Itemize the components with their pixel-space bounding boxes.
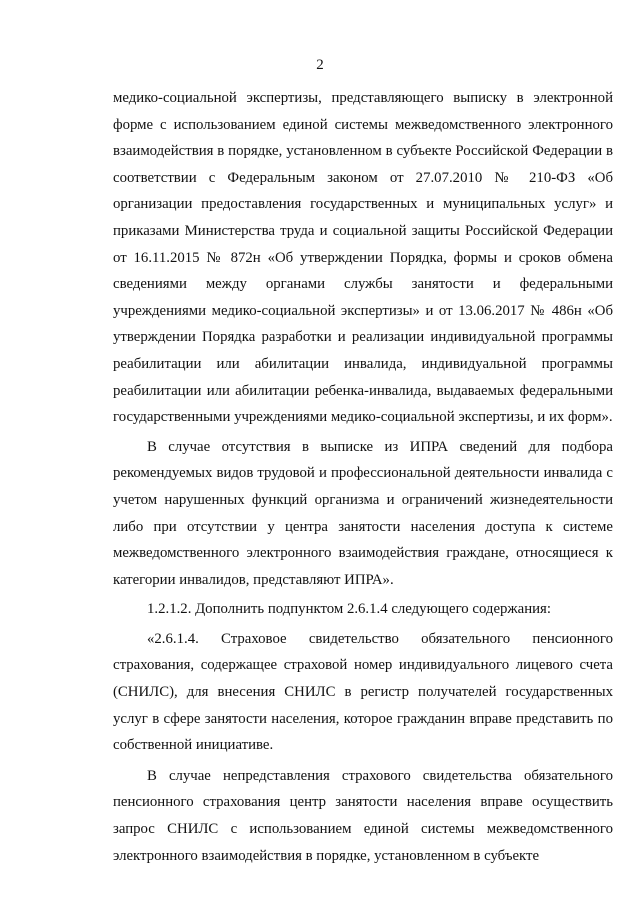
paragraph-continuation: медико-социальной экспертизы, представляющего выписку в электронной форме с использованием единой системы межведомственного электронного взаимодействия в порядке, установленном в субъекте Российской Федерации в соответствии с Федеральным законом от 27.07.2010 № 210-ФЗ «Об организации предоставления государственных и муниципальных услуг» и приказами Министерства труда и социальной защиты Российской Федерации от 16.11.2015 № 872н «Об утверждении Порядка, формы и сроков обмена сведениями между органами службы занятости и федеральными учреждениями медико-социальной экспертизы» и от 13.06.2017 № 486н «Об утверждении Порядка разработки и реализации индивидуальной программы реабилитации или абилитации инвалида, индивидуальной программы реабилитации или абилитации ребенка-инвалида, выдаваемых федеральными государственными учреждениями медико-социальной экспертизы, и их форм». xyxy=(113,90,613,426)
document-body xyxy=(113,85,613,869)
paragraph-snils-request: В случае непредставления страхового свидетельства обязательного пенсионного страхования центр занятости населения вправе осуществить запрос СНИЛС с использованием единой системы межведомственного электронного взаимодействия в порядке, установленном в субъекте xyxy=(113,767,613,864)
paragraph-2-6-1-4: «2.6.1.4. Страховое свидетельство обязательного пенсионного страхования, содержащее страховой номер индивидуального лицевого счета (СНИЛС), для внесения СНИЛС в регистр получателей государственных услуг в сфере занятости населения, которое гражданин вправе представить по собственной инициативе. xyxy=(113,630,613,754)
page-number: 2 xyxy=(316,57,324,73)
paragraph-ipra-absence: В случае отсутствия в выписке из ИПРА сведений для подбора рекомендуемых видов трудовой и профессиональной деятельности инвалида с учетом нарушенных функций организма и ограничений жизнедеятельности либо при отсутствии у центра занятости населения доступа к системе межведомственного электронного взаимодействия граждане, относящиеся к категории инвалидов, представляют ИПРА». xyxy=(113,438,613,588)
paragraph-amendment-1-2-1-2: 1.2.1.2. Дополнить подпунктом 2.6.1.4 следующего содержания: xyxy=(147,601,551,618)
